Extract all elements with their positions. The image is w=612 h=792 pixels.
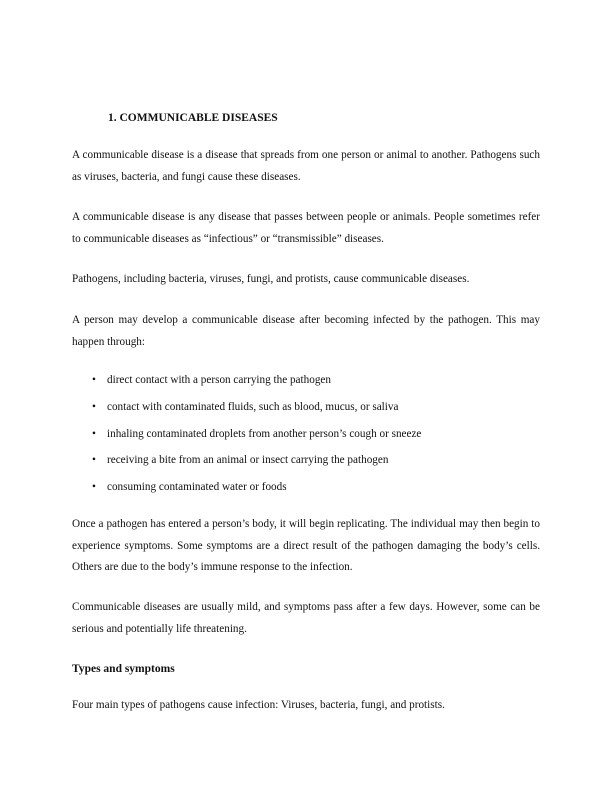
bullet-text: direct contact with a person carrying the pathogen xyxy=(107,374,331,386)
bullet-icon: • xyxy=(92,454,96,466)
paragraph: Four main types of pathogens cause infection: Viruses, bacteria, fungi, and protists. xyxy=(72,699,445,711)
bullet-item xyxy=(92,480,287,494)
bullet-text: contact with contaminated fluids, such as blood, mucus, or saliva xyxy=(107,401,399,413)
bullet-item xyxy=(92,453,388,467)
paragraph: A communicable disease is any disease that passes between people or animals. People sometimes refer to communicable diseases as “infectious” or “transmissible” diseases. xyxy=(72,211,540,245)
bullet-icon: • xyxy=(92,481,96,493)
bullet-icon: • xyxy=(92,374,96,386)
bullet-text: inhaling contaminated droplets from another person’s cough or sneeze xyxy=(107,428,422,440)
bullet-text: consuming contaminated water or foods xyxy=(107,481,287,493)
paragraph: Communicable diseases are usually mild, and symptoms pass after a few days. However, some can be serious and potentially life threatening. xyxy=(72,601,540,635)
subheading: Types and symptoms xyxy=(72,663,175,675)
bullet-icon: • xyxy=(92,428,96,440)
bullet-text: receiving a bite from an animal or insect carrying the pathogen xyxy=(107,454,389,466)
paragraph: A person may develop a communicable disease after becoming infected by the pathogen. This may happen through: xyxy=(72,314,540,348)
section-heading: 1. COMMUNICABLE DISEASES xyxy=(108,112,278,124)
bullet-item xyxy=(92,373,331,387)
paragraph: Once a pathogen has entered a person’s body, it will begin replicating. The individual may then begin to experience symptoms. Some symptoms are a direct result of the pathogen damaging the body’s cells. Others are due to the body’s immune response to the infection. xyxy=(72,518,540,573)
bullet-icon: • xyxy=(92,401,96,413)
paragraph: Pathogens, including bacteria, viruses, fungi, and protists, cause communicable diseases. xyxy=(72,273,470,285)
paragraph: A communicable disease is a disease that spreads from one person or animal to another. Pathogens such as viruses, bacteria, and fungi cause these diseases. xyxy=(72,149,540,183)
bullet-item xyxy=(92,400,398,414)
bullet-item xyxy=(92,427,421,441)
